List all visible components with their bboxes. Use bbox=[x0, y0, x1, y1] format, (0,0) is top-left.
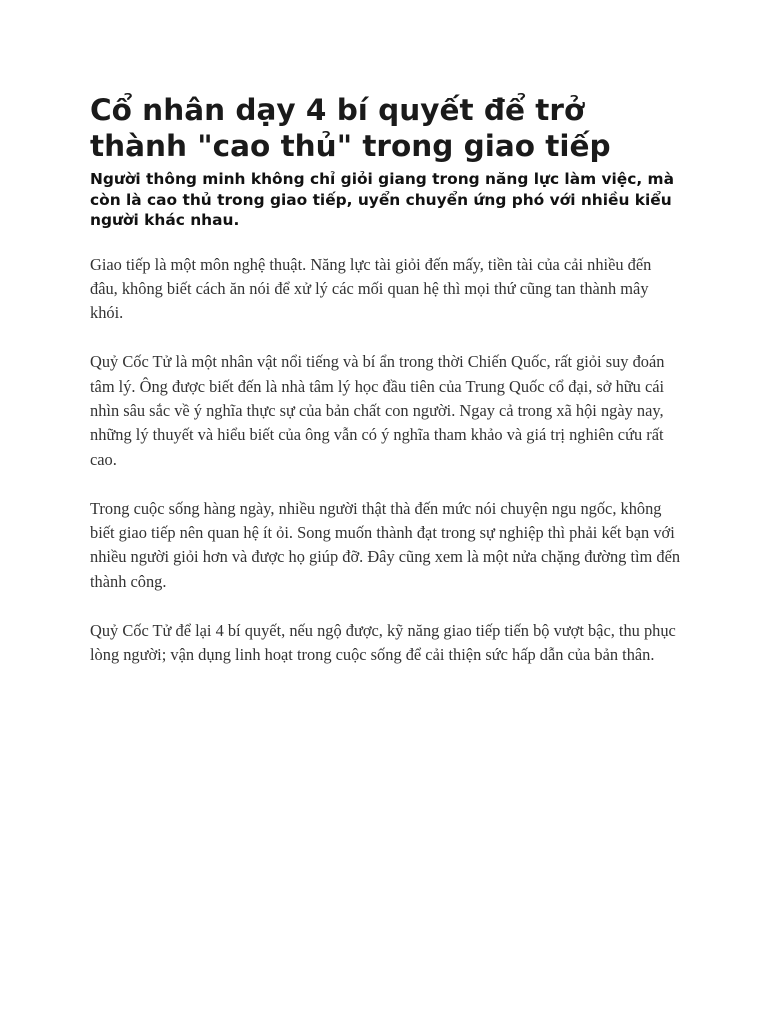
paragraph: Quỷ Cốc Tử để lại 4 bí quyết, nếu ngộ được, kỹ năng giao tiếp tiến bộ vượt bậc, thu phục lòng người; vận dụng linh hoạt trong cuộc sống để cải thiện sức hấp dẫn của bản thân. bbox=[90, 620, 676, 664]
document-page bbox=[90, 92, 682, 692]
paragraph: Trong cuộc sống hàng ngày, nhiều người thật thà đến mức nói chuyện ngu ngốc, không biết giao tiếp nên quan hệ ít ỏi. Song muốn thành đạt trong sự nghiệp thì phải kết bạn với nhiều người giỏi hơn và được họ giúp đỡ. Đây cũng xem là một nửa chặng đường tìm đến thành công. bbox=[90, 498, 681, 591]
article-body bbox=[90, 253, 682, 668]
paragraph: Giao tiếp là một môn nghệ thuật. Năng lực tài giỏi đến mấy, tiền tài của cải nhiều đến đâu, không biết cách ăn nói để xử lý các mối quan hệ thì mọi thứ cũng tan thành mây khói. bbox=[90, 254, 652, 323]
article-subtitle: Người thông minh không chỉ giỏi giang trong năng lực làm việc, mà còn là cao thủ trong giao tiếp, uyển chuyển ứng phó với nhiều kiểu người khác nhau. bbox=[90, 170, 674, 229]
paragraph: Quỷ Cốc Tử là một nhân vật nổi tiếng và bí ẩn trong thời Chiến Quốc, rất giỏi suy đoán tâm lý. Ông được biết đến là nhà tâm lý học đầu tiên của Trung Quốc cổ đại, sở hữu cái nhìn sâu sắc về ý nghĩa thực sự của bản chất con người. Ngay cả trong xã hội ngày nay, những lý thuyết và hiểu biết của ông vẫn có ý nghĩa tham khảo và giá trị nghiên cứu rất cao. bbox=[90, 352, 665, 469]
article-title: Cổ nhân dạy 4 bí quyết để trở thành "cao thủ" trong giao tiếp bbox=[90, 93, 611, 163]
